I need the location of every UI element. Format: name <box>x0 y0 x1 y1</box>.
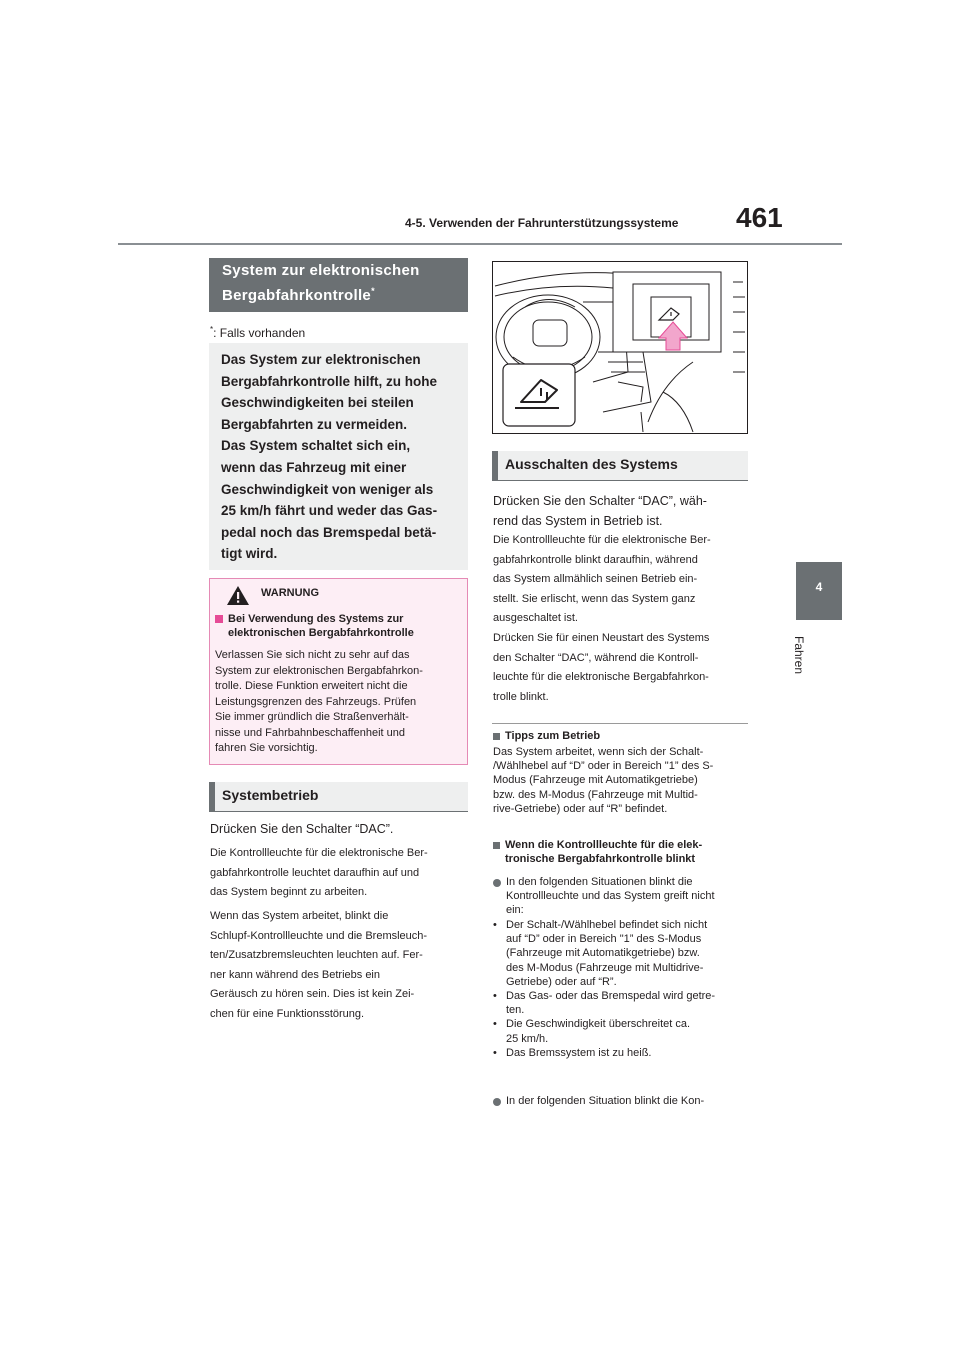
systembetrieb-heading: Systembetrieb <box>222 787 319 803</box>
chapter-title: 4-5. Verwenden der Fahrunterstützungssysteme <box>405 216 679 230</box>
tipps-bullet-square-icon <box>493 733 500 740</box>
blinkt-sub-list <box>493 918 758 1060</box>
chapter-tab-number: 4 <box>815 580 823 594</box>
list-item: • Das Bremssystem ist zu heiß. <box>493 1046 652 1059</box>
title-footnote-mark: * <box>371 286 375 296</box>
warning-bullet-square-icon <box>215 615 223 623</box>
blinkt-item1: In den folgenden Situationen blinkt die Kontrollleuchte und das System greift nicht ein: <box>506 876 715 917</box>
blinkt-bullet-square-icon <box>493 842 500 849</box>
intro-text: Das System zur elektronischen Bergabfahrkontrolle hilft, zu hohe Geschwindigkeiten bei steilen Bergabfahrten zu vermeiden. Das System schaltet sich ein, wenn das Fahrzeug mit einer Geschwindigkeit von weniger als 25 km/h fährt und weder das Gas- pedal noch das Bremspedal betä- tigt wird. <box>221 352 438 562</box>
tipps-paragraph: Das System arbeitet, wenn sich der Schalt- /Wählhebel auf “D” oder in Bereich "1” des S- Modus (Fahrzeuge mit Automatikgetriebe) bzw. des M-Modus (Fahrzeuge mit Multid- rive-Getriebe) oder auf “R” befindet. <box>493 746 714 815</box>
header-divider <box>118 243 842 245</box>
list-item: • Das Gas- oder das Bremspedal wird getre- ten. <box>493 990 716 1017</box>
ausschalten-paragraph: Die Kontrollleuchte für die elektronische Ber- gabfahrkontrolle blinkt daraufhin, während das System allmählich seinen Betrieb ein- stellt. Sie erlischt, wenn das System ganz ausgeschaltet ist. Drücken Sie für einen Neustart des Systems den Schalter “DAC”, während die Kontroll- leuchte für die elektronische Bergabfahrkon- trolle blinkt. <box>493 534 711 703</box>
chapter-tab-label: Fahren <box>792 636 806 675</box>
page-number: 461 <box>736 202 783 233</box>
list-item: • Die Geschwindigkeit überschreitet ca. 25 km/h. <box>493 1018 691 1045</box>
systembetrieb-paragraph-1: Die Kontrollleuchte für die elektronische Ber- gabfahrkontrolle leuchtet daraufhin auf und das System beginnt zu arbeiten. <box>210 847 428 899</box>
list-item: • Der Schalt-/Wählhebel befindet sich nicht auf “D” oder in Bereich "1” des S-Modus (Fahrzeuge mit Automatikgetriebe) bzw. des M-Modus (Fahrzeuge mit Multidrive- Getriebe) oder auf “R”. <box>493 919 708 988</box>
dac-switch-illustration <box>492 261 748 434</box>
ausschalten-heading-rule <box>492 480 748 481</box>
section-title-line2: Bergabfahrkontrolle* <box>222 286 375 304</box>
systembetrieb-heading-rule <box>209 811 468 812</box>
systembetrieb-paragraph-2: Wenn das System arbeitet, blinkt die Schlupf-Kontrollleuchte und die Bremsleuch- ten/Zusatzbremsleuchten leuchten auf. Fer- ner kann während des Betriebs ein Geräusch zu hören sein. Dies ist kein Zei- chen für eine Funktionsstörung. <box>210 910 428 1020</box>
tipps-heading: Tipps zum Betrieb <box>505 730 601 742</box>
dashboard-illustration <box>493 262 747 433</box>
systembetrieb-lead: Drücken Sie den Schalter “DAC”. <box>210 822 394 836</box>
warning-heading: Bei Verwendung des Systems zur elektronischen Bergabfahrkontrolle <box>228 613 414 639</box>
warning-title: WARNUNG <box>261 587 320 599</box>
warning-body: Verlassen Sie sich nicht zu sehr auf das System zur elektronischen Bergabfahrkon- trolle. Diese Funktion erweitert nicht die Leistungsgrenzen des Fahrzeugs. Prüfen Sie immer gründlich die Straßenverhält- nisse und Fahrbahnbeschaffenheit und fahren Sie vorsichtig. <box>215 649 423 754</box>
blinkt-item2-bullet-icon <box>493 1098 501 1106</box>
warning-triangle-icon <box>226 585 250 606</box>
blinkt-item2: In der folgenden Situation blinkt die Kon- <box>506 1095 705 1107</box>
footnote: *: Falls vorhanden <box>210 325 306 340</box>
notes-divider <box>492 723 748 724</box>
blinkt-item1-bullet-icon <box>493 879 501 887</box>
blinkt-heading: Wenn die Kontrollleuchte für die elek- tronische Bergabfahrkontrolle blinkt <box>505 839 703 866</box>
section-title-line1: System zur elektronischen <box>222 262 420 279</box>
ausschalten-heading: Ausschalten des Systems <box>505 456 678 472</box>
ausschalten-lead: Drücken Sie den Schalter “DAC”, wäh- rend das System in Betrieb ist. <box>493 494 707 528</box>
